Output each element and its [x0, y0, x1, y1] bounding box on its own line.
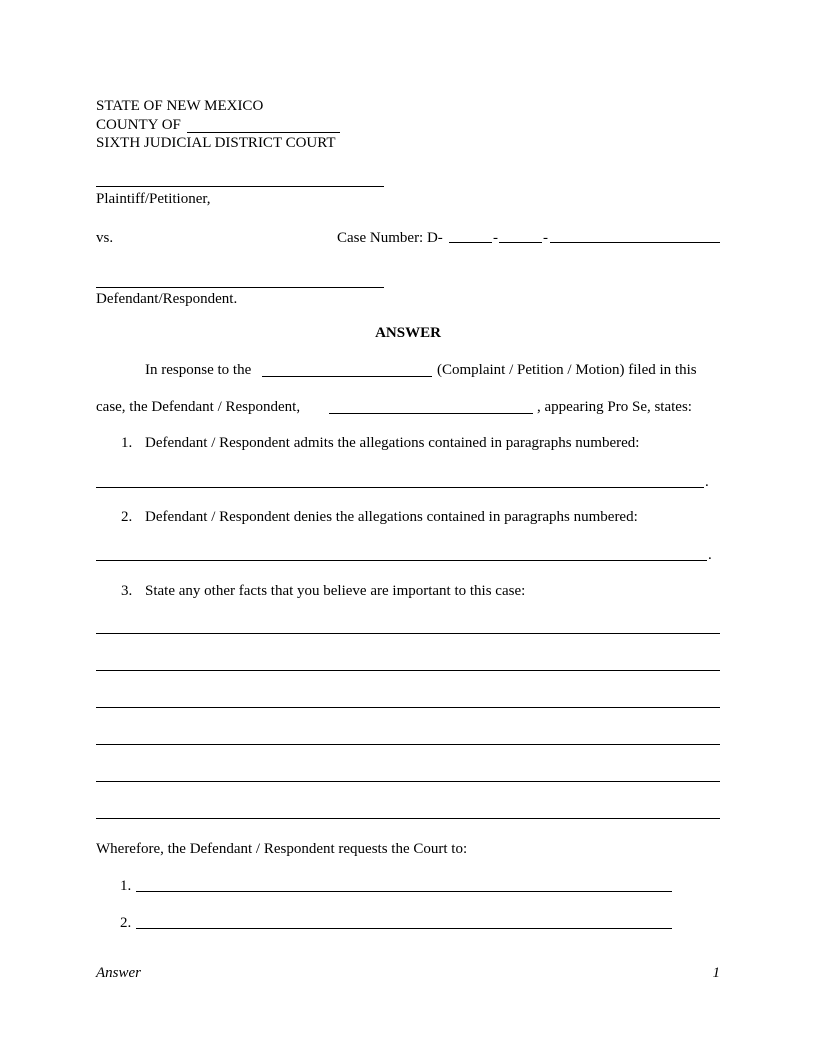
wherefore-text: Wherefore, the Defendant / Respondent requests the Court to:: [96, 841, 468, 857]
case-number-blank-2[interactable]: [499, 242, 542, 243]
plaintiff-label: Plaintiff/Petitioner,: [96, 191, 211, 207]
admitted-paragraphs-blank[interactable]: [96, 487, 704, 488]
intro-text: In response to the: [145, 362, 252, 378]
request-line[interactable]: [136, 928, 672, 929]
item-text: Defendant / Respondent denies the allegations contained in paragraphs numbered:: [145, 509, 638, 525]
county-label: COUNTY OF: [96, 117, 181, 133]
intro-text: (Complaint / Petition / Motion) filed in this: [437, 362, 697, 378]
item-number: 2.: [121, 509, 133, 525]
facts-line[interactable]: [96, 670, 720, 671]
court-heading: SIXTH JUDICIAL DISTRICT COURT: [96, 135, 336, 151]
item-number: 3.: [121, 583, 133, 599]
request-number: 1.: [120, 878, 132, 894]
period: .: [708, 547, 712, 563]
case-number-blank-1[interactable]: [449, 242, 492, 243]
intro-text: , appearing Pro Se, states:: [537, 399, 692, 415]
page-number: 1: [712, 965, 720, 981]
defendant-name-blank[interactable]: [96, 287, 384, 288]
document-type-blank[interactable]: [262, 376, 432, 377]
case-number-separator: -: [543, 230, 548, 246]
facts-line[interactable]: [96, 818, 720, 819]
footer-title: Answer: [96, 965, 141, 981]
facts-line[interactable]: [96, 633, 720, 634]
plaintiff-name-blank[interactable]: [96, 186, 384, 187]
period: .: [705, 474, 709, 490]
case-number-label: Case Number: D-: [337, 230, 443, 246]
item-text: Defendant / Respondent admits the allegations contained in paragraphs numbered:: [145, 435, 640, 451]
facts-line[interactable]: [96, 707, 720, 708]
document-title: ANSWER: [375, 325, 441, 341]
vs-label: vs.: [96, 230, 114, 246]
request-number: 2.: [120, 915, 132, 931]
item-number: 1.: [121, 435, 133, 451]
denied-paragraphs-blank[interactable]: [96, 560, 707, 561]
facts-line[interactable]: [96, 744, 720, 745]
request-line[interactable]: [136, 891, 672, 892]
defendant-label: Defendant/Respondent.: [96, 291, 238, 307]
intro-text: case, the Defendant / Respondent,: [96, 399, 301, 415]
case-number-blank-3[interactable]: [550, 242, 720, 243]
case-number-separator: -: [493, 230, 498, 246]
item-text: State any other facts that you believe are important to this case:: [145, 583, 526, 599]
respondent-name-blank[interactable]: [329, 413, 533, 414]
facts-line[interactable]: [96, 781, 720, 782]
state-heading: STATE OF NEW MEXICO: [96, 98, 264, 114]
county-blank[interactable]: [187, 132, 340, 133]
